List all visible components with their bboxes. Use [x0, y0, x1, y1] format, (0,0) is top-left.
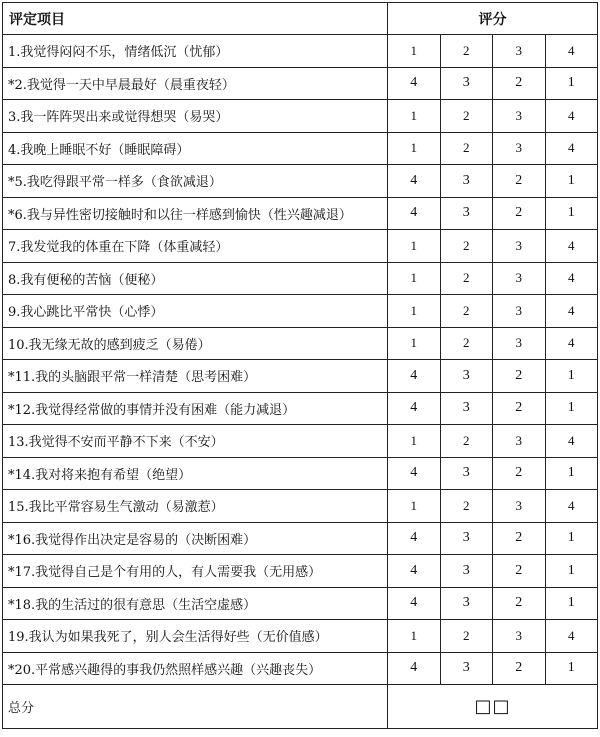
- score-option-cell[interactable]: 1: [545, 457, 598, 490]
- score-option-cell[interactable]: 4: [545, 132, 598, 165]
- score-option-cell[interactable]: 3: [493, 425, 546, 458]
- score-option-cell[interactable]: 1: [545, 165, 598, 198]
- score-option-cell[interactable]: 2: [493, 165, 546, 198]
- score-option-cell[interactable]: 3: [493, 132, 546, 165]
- score-option-cell[interactable]: 2: [440, 490, 493, 523]
- score-option-cell[interactable]: 2: [493, 652, 546, 685]
- item-text: 9.我心跳比平常快（心悸）: [3, 295, 388, 328]
- score-option-cell[interactable]: 1: [388, 425, 441, 458]
- score-option-cell[interactable]: 4: [545, 230, 598, 263]
- score-option-cell[interactable]: 3: [440, 457, 493, 490]
- score-option-cell[interactable]: 3: [493, 262, 546, 295]
- total-score-label: 总分: [3, 685, 388, 729]
- table-row: [3, 35, 598, 68]
- score-option-cell[interactable]: 1: [545, 392, 598, 425]
- score-option-cell[interactable]: 1: [388, 262, 441, 295]
- item-column-header: 评定项目: [3, 3, 388, 35]
- score-option-cell[interactable]: 4: [388, 360, 441, 393]
- score-option-cell[interactable]: 3: [493, 620, 546, 653]
- item-text: *14.我对将来抱有希望（绝望）: [3, 457, 388, 490]
- score-option-cell[interactable]: 1: [388, 230, 441, 263]
- item-text: 3.我一阵阵哭出来或觉得想哭（易哭）: [3, 100, 388, 133]
- score-option-cell[interactable]: 3: [440, 555, 493, 588]
- score-option-cell[interactable]: 4: [545, 35, 598, 68]
- score-option-cell[interactable]: 3: [440, 360, 493, 393]
- score-option-cell[interactable]: 2: [493, 392, 546, 425]
- item-text: *6.我与异性密切接触时和以往一样感到愉快（性兴趣减退）: [3, 197, 388, 230]
- score-option-cell[interactable]: 2: [440, 262, 493, 295]
- score-option-cell[interactable]: 2: [493, 197, 546, 230]
- items-body: [3, 35, 598, 685]
- score-option-cell[interactable]: 3: [440, 587, 493, 620]
- item-text: *11.我的头脑跟平常一样清楚（思考困难）: [3, 360, 388, 393]
- score-option-cell[interactable]: 2: [440, 100, 493, 133]
- score-option-cell[interactable]: 2: [493, 360, 546, 393]
- score-option-cell[interactable]: 4: [545, 295, 598, 328]
- score-option-cell[interactable]: 2: [493, 555, 546, 588]
- score-option-cell[interactable]: 1: [545, 360, 598, 393]
- score-option-cell[interactable]: 1: [388, 327, 441, 360]
- score-option-cell[interactable]: 3: [493, 295, 546, 328]
- score-option-cell[interactable]: 2: [493, 522, 546, 555]
- table-row: [3, 490, 598, 523]
- table-row: [3, 327, 598, 360]
- item-text: 8.我有便秘的苦恼（便秘）: [3, 262, 388, 295]
- item-text: 13.我觉得不安而平静不下来（不安）: [3, 425, 388, 458]
- table-row: [3, 652, 598, 685]
- score-option-cell[interactable]: 4: [388, 522, 441, 555]
- score-option-cell[interactable]: 2: [440, 327, 493, 360]
- score-option-cell[interactable]: 3: [493, 490, 546, 523]
- score-option-cell[interactable]: 1: [388, 35, 441, 68]
- score-option-cell[interactable]: 3: [493, 230, 546, 263]
- score-option-cell[interactable]: 1: [388, 490, 441, 523]
- item-text: *20.平常感兴趣得的事我仍然照样感兴趣（兴趣丧失）: [3, 652, 388, 685]
- score-option-cell[interactable]: 1: [545, 522, 598, 555]
- score-option-cell[interactable]: 3: [493, 35, 546, 68]
- item-text: *18.我的生活过的很有意思（生活空虚感）: [3, 587, 388, 620]
- score-option-cell[interactable]: 2: [493, 67, 546, 100]
- table-row: [3, 67, 598, 100]
- score-option-cell[interactable]: 3: [493, 100, 546, 133]
- score-option-cell[interactable]: 4: [388, 197, 441, 230]
- item-text: 1.我觉得闷闷不乐，情绪低沉（忧郁）: [3, 35, 388, 68]
- score-option-cell[interactable]: 3: [440, 522, 493, 555]
- table-row: [3, 587, 598, 620]
- table-row: [3, 425, 598, 458]
- table-row: [3, 555, 598, 588]
- score-option-cell[interactable]: 2: [440, 295, 493, 328]
- table-row: [3, 197, 598, 230]
- score-option-cell[interactable]: 1: [388, 620, 441, 653]
- total-score-boxes[interactable]: □□: [388, 685, 598, 729]
- score-option-cell[interactable]: 1: [388, 295, 441, 328]
- score-option-cell[interactable]: 2: [440, 425, 493, 458]
- table-row: [3, 360, 598, 393]
- total-row: [3, 685, 598, 729]
- score-option-cell[interactable]: 2: [440, 230, 493, 263]
- score-option-cell[interactable]: 4: [388, 67, 441, 100]
- score-option-cell[interactable]: 1: [545, 652, 598, 685]
- score-option-cell[interactable]: 1: [545, 67, 598, 100]
- table-row: [3, 392, 598, 425]
- score-option-cell[interactable]: 4: [388, 555, 441, 588]
- item-text: *17.我觉得自己是个有用的人，有人需要我（无用感）: [3, 555, 388, 588]
- item-text: *16.我觉得作出决定是容易的（决断困难）: [3, 522, 388, 555]
- score-option-cell[interactable]: 2: [440, 35, 493, 68]
- score-option-cell[interactable]: 4: [545, 100, 598, 133]
- score-option-cell[interactable]: 2: [440, 132, 493, 165]
- score-option-cell[interactable]: 3: [440, 652, 493, 685]
- score-option-cell[interactable]: 4: [545, 490, 598, 523]
- score-option-cell[interactable]: 4: [388, 457, 441, 490]
- item-text: 19.我认为如果我死了，别人会生活得好些（无价值感）: [3, 620, 388, 653]
- table-row: [3, 100, 598, 133]
- table-row: [3, 230, 598, 263]
- score-option-cell[interactable]: 1: [545, 197, 598, 230]
- score-option-cell[interactable]: 2: [493, 457, 546, 490]
- table-row: [3, 165, 598, 198]
- score-option-cell[interactable]: 3: [440, 197, 493, 230]
- score-option-cell[interactable]: 4: [545, 620, 598, 653]
- score-option-cell[interactable]: 4: [388, 392, 441, 425]
- item-text: 10.我无缘无故的感到疲乏（易倦）: [3, 327, 388, 360]
- item-text: 15.我比平常容易生气激动（易激惹）: [3, 490, 388, 523]
- table-row: [3, 132, 598, 165]
- score-option-cell[interactable]: 4: [388, 165, 441, 198]
- header-row: [3, 3, 598, 35]
- score-option-cell[interactable]: 3: [440, 67, 493, 100]
- score-option-cell[interactable]: 3: [440, 165, 493, 198]
- item-text: 7.我发觉我的体重在下降（体重减轻）: [3, 230, 388, 263]
- score-option-cell[interactable]: 4: [545, 327, 598, 360]
- table-row: [3, 295, 598, 328]
- score-option-cell[interactable]: 2: [440, 620, 493, 653]
- item-text: *5.我吃得跟平常一样多（食欲减退）: [3, 165, 388, 198]
- score-option-cell[interactable]: 1: [545, 587, 598, 620]
- score-option-cell[interactable]: 4: [388, 587, 441, 620]
- table-row: [3, 262, 598, 295]
- score-option-cell[interactable]: 4: [388, 652, 441, 685]
- item-text: *2.我觉得一天中早晨最好（晨重夜轻）: [3, 67, 388, 100]
- table-row: [3, 457, 598, 490]
- sds-rating-table: [2, 2, 598, 729]
- score-option-cell[interactable]: 1: [388, 132, 441, 165]
- score-option-cell[interactable]: 4: [545, 262, 598, 295]
- score-option-cell[interactable]: 1: [388, 100, 441, 133]
- item-text: *12.我觉得经常做的事情并没有困难（能力减退）: [3, 392, 388, 425]
- score-option-cell[interactable]: 1: [545, 555, 598, 588]
- table-row: [3, 620, 598, 653]
- score-option-cell[interactable]: 3: [493, 327, 546, 360]
- score-option-cell[interactable]: 4: [545, 425, 598, 458]
- item-text: 4.我晚上睡眠不好（睡眠障碍）: [3, 132, 388, 165]
- table-row: [3, 522, 598, 555]
- score-option-cell[interactable]: 3: [440, 392, 493, 425]
- score-option-cell[interactable]: 2: [493, 587, 546, 620]
- score-column-header: 评分: [388, 3, 598, 35]
